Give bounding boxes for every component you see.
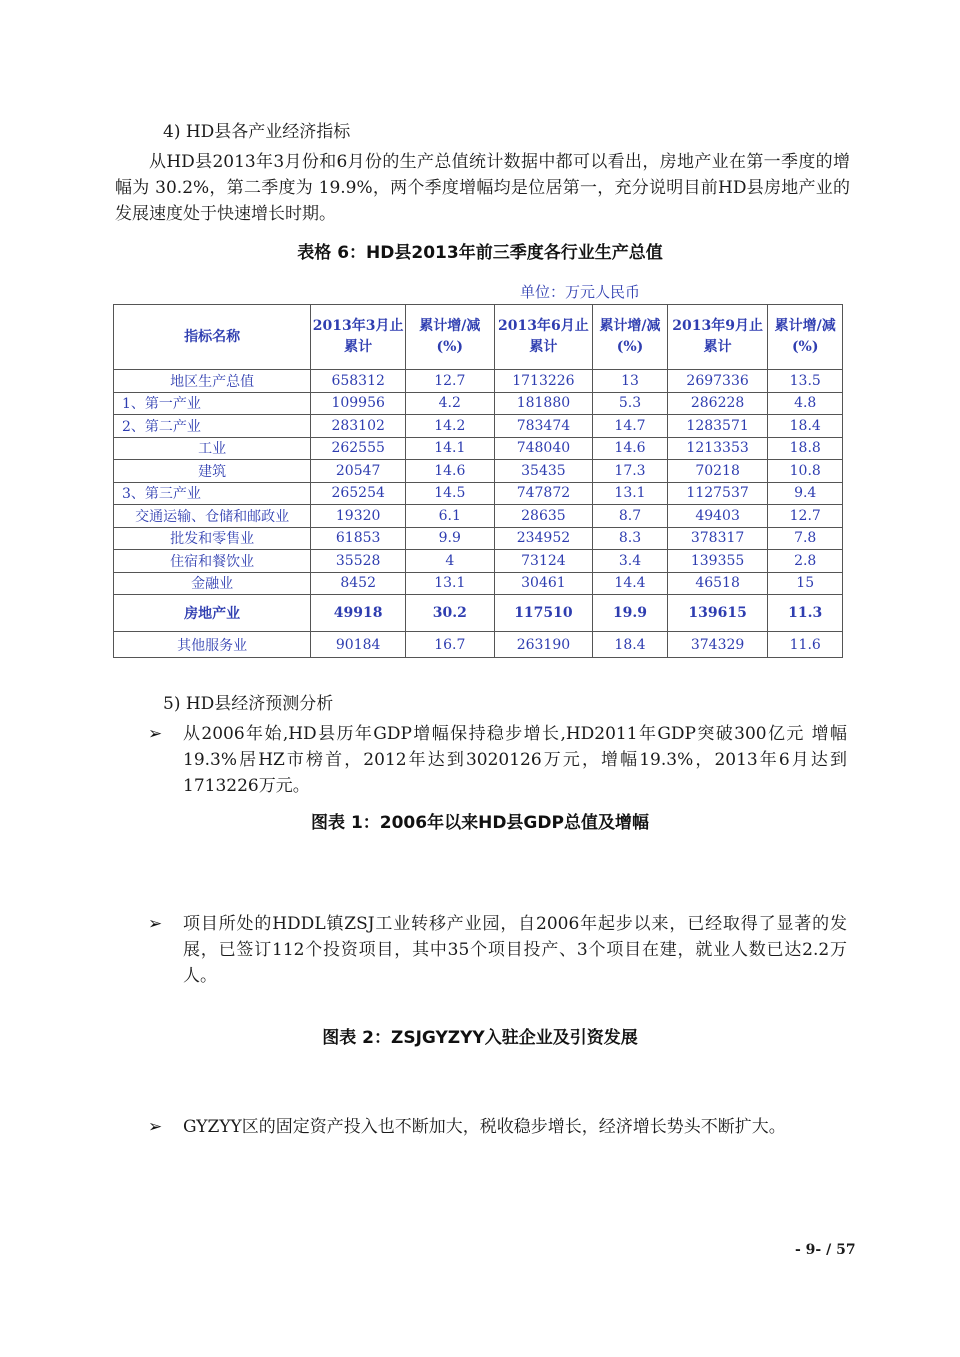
table-row — [114, 595, 843, 632]
table-cell-value: 61853 — [311, 527, 406, 550]
table-cell-value: 5.3 — [593, 392, 668, 415]
table-cell-value: 117510 — [494, 595, 593, 632]
table-unit: 单位：万元人民币 — [520, 283, 641, 301]
table-row — [114, 505, 843, 528]
page-number: - 9- / 57 — [795, 1242, 856, 1258]
table-cell-value: 10.8 — [768, 460, 843, 483]
table-cell-value: 13.5 — [768, 370, 843, 393]
table-row — [114, 632, 843, 658]
bullet-arrow-icon: ➢ — [148, 914, 163, 934]
table-cell-value: 1713226 — [494, 370, 593, 393]
table-cell-value: 139355 — [667, 550, 768, 573]
table-cell-name: 地区生产总值 — [114, 370, 311, 393]
table-cell-value: 4.8 — [768, 392, 843, 415]
table-cell-value: 283102 — [311, 415, 406, 438]
table-cell-value: 181880 — [494, 392, 593, 415]
table-cell-value: 17.3 — [593, 460, 668, 483]
table-cell-name: 工业 — [114, 437, 311, 460]
table-header: 2013年3月止累计 — [311, 305, 406, 370]
table-cell-value: 16.7 — [405, 632, 494, 658]
table-cell-value: 73124 — [494, 550, 593, 573]
table-cell-value: 12.7 — [405, 370, 494, 393]
table-cell-value: 14.6 — [405, 460, 494, 483]
table-row — [114, 572, 843, 595]
table-cell-value: 18.4 — [768, 415, 843, 438]
table-cell-value: 46518 — [667, 572, 768, 595]
table-row — [114, 415, 843, 438]
table-row — [114, 550, 843, 573]
table-cell-value: 14.4 — [593, 572, 668, 595]
table-cell-value: 11.6 — [768, 632, 843, 658]
table-cell-value: 265254 — [311, 482, 406, 505]
table-cell-value: 30.2 — [405, 595, 494, 632]
table-cell-value: 1283571 — [667, 415, 768, 438]
table-header: 指标名称 — [114, 305, 311, 370]
table-cell-value: 13.1 — [593, 482, 668, 505]
table-header: 累计增/减(%) — [593, 305, 668, 370]
table-cell-value: 49918 — [311, 595, 406, 632]
table-cell-name: 3、第三产业 — [114, 482, 311, 505]
table-cell-value: 14.7 — [593, 415, 668, 438]
bullet-text: 从2006年始,HD县历年GDP增幅保持稳步增长,HD2011年GDP突破300亿元 增幅19.3%居HZ市榜首，2012年达到3020126万元，增幅19.3%，2013年6月达到1713226万元。 — [183, 724, 847, 796]
table-cell-value: 783474 — [494, 415, 593, 438]
table-row — [114, 392, 843, 415]
table-cell-name: 2、第二产业 — [114, 415, 311, 438]
table-cell-value: 20547 — [311, 460, 406, 483]
table-header-row — [114, 305, 843, 370]
table-cell-value: 748040 — [494, 437, 593, 460]
table-cell-value: 14.2 — [405, 415, 494, 438]
table-cell-value: 139615 — [667, 595, 768, 632]
table-cell-value: 234952 — [494, 527, 593, 550]
table-cell-value: 286228 — [667, 392, 768, 415]
bullet-text: 项目所处的HDDL镇ZSJ工业转移产业园，自2006年起步以来，已经取得了显著的发展，已签订112个投资项目，其中35个项目投产、3个项目在建，就业人数已达2.2万人。 — [183, 914, 847, 986]
table-cell-value: 4 — [405, 550, 494, 573]
table-header: 累计增/减(%) — [405, 305, 494, 370]
table-cell-value: 4.2 — [405, 392, 494, 415]
table-row — [114, 370, 843, 393]
table-cell-name: 1、第一产业 — [114, 392, 311, 415]
table-caption: 表格 6：HD县2013年前三季度各行业生产总值 — [297, 243, 663, 263]
table-cell-name: 批发和零售业 — [114, 527, 311, 550]
table-cell-value: 8.3 — [593, 527, 668, 550]
table-header: 2013年6月止累计 — [494, 305, 593, 370]
table-cell-value: 28635 — [494, 505, 593, 528]
table-cell-name: 其他服务业 — [114, 632, 311, 658]
table-cell-value: 6.1 — [405, 505, 494, 528]
table-cell-value: 1127537 — [667, 482, 768, 505]
table-cell-value: 18.4 — [593, 632, 668, 658]
table-row — [114, 460, 843, 483]
table-cell-value: 14.1 — [405, 437, 494, 460]
industry-output-table — [113, 304, 843, 658]
table-cell-value: 14.6 — [593, 437, 668, 460]
table-row — [114, 437, 843, 460]
section4-heading: 4) HD县各产业经济指标 — [163, 122, 351, 142]
table-cell-value: 90184 — [311, 632, 406, 658]
table-cell-value: 14.5 — [405, 482, 494, 505]
section4-paragraph: 从HD县2013年3月份和6月份的生产总值统计数据中都可以看出，房地产业在第一季度的增幅为 30.2%，第二季度为 19.9%，两个季度增幅均是位居第一，充分说明目前HD县房地产业的发展速度处于快速增长时期。 — [115, 152, 850, 224]
bullet-arrow-icon: ➢ — [148, 1117, 163, 1137]
table-cell-value: 747872 — [494, 482, 593, 505]
bullet-text: GYZYY区的固定资产投入也不断加大，税收稳步增长，经济增长势头不断扩大。 — [183, 1117, 786, 1137]
table-cell-value: 7.8 — [768, 527, 843, 550]
table-header: 累计增/减(%) — [768, 305, 843, 370]
figure2-caption: 图表 2：ZSJGYZYY入驻企业及引资发展 — [322, 1028, 638, 1048]
table-cell-name: 住宿和餐饮业 — [114, 550, 311, 573]
table-cell-value: 658312 — [311, 370, 406, 393]
table-cell-value: 19.9 — [593, 595, 668, 632]
table-cell-value: 35435 — [494, 460, 593, 483]
table-cell-value: 30461 — [494, 572, 593, 595]
bullet-arrow-icon: ➢ — [148, 724, 163, 744]
table-cell-value: 8452 — [311, 572, 406, 595]
table-cell-name: 金融业 — [114, 572, 311, 595]
table-cell-name: 交通运输、仓储和邮政业 — [114, 505, 311, 528]
table-cell-value: 15 — [768, 572, 843, 595]
table-cell-value: 1213353 — [667, 437, 768, 460]
table-cell-name: 房地产业 — [114, 595, 311, 632]
table-cell-value: 2697336 — [667, 370, 768, 393]
table-header: 2013年9月止累计 — [667, 305, 768, 370]
table-cell-value: 19320 — [311, 505, 406, 528]
table-cell-value: 13.1 — [405, 572, 494, 595]
table-cell-value: 262555 — [311, 437, 406, 460]
table-cell-value: 9.9 — [405, 527, 494, 550]
table-cell-value: 70218 — [667, 460, 768, 483]
table-cell-value: 2.8 — [768, 550, 843, 573]
table-cell-value: 12.7 — [768, 505, 843, 528]
table-cell-value: 13 — [593, 370, 668, 393]
table-cell-value: 3.4 — [593, 550, 668, 573]
table-cell-name: 建筑 — [114, 460, 311, 483]
figure1-caption: 图表 1：2006年以来HD县GDP总值及增幅 — [311, 813, 649, 833]
table-cell-value: 8.7 — [593, 505, 668, 528]
table-cell-value: 9.4 — [768, 482, 843, 505]
table-row — [114, 482, 843, 505]
section5-heading: 5) HD县经济预测分析 — [163, 694, 334, 714]
table-cell-value: 109956 — [311, 392, 406, 415]
table-cell-value: 18.8 — [768, 437, 843, 460]
table-cell-value: 35528 — [311, 550, 406, 573]
table-cell-value: 49403 — [667, 505, 768, 528]
table-cell-value: 374329 — [667, 632, 768, 658]
table-cell-value: 378317 — [667, 527, 768, 550]
table-cell-value: 11.3 — [768, 595, 843, 632]
table-row — [114, 527, 843, 550]
table-cell-value: 263190 — [494, 632, 593, 658]
